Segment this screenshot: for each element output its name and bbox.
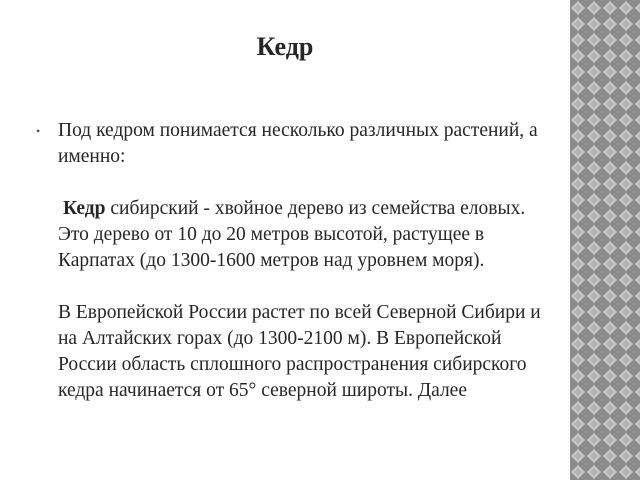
bullet-text [58,118,556,404]
distribution-paragraph: В Европейской России растет по всей Северной Сибири и на Алтайских горах (до 1300-2100 м). В Европейской России область сплошного распространения сибирского кедра начинается от 65° северной широты. Далее [58,302,541,401]
slide-body [36,118,556,480]
bullet-icon: • [36,124,41,138]
siberian-cedar-paragraph [58,196,556,274]
cedar-term: Кедр [63,198,106,219]
intro-paragraph: Под кедром понимается несколько различных растений, а именно: [58,120,538,167]
diamond-pattern-band [570,0,640,480]
siberian-cedar-text: сибирский - хвойное дерево из семейства еловых. Это дерево от 10 до 20 метров высотой, растущее в Карпатах (до 1300-1600 метров над уровнем моря). [58,198,526,271]
slide-title: Кедр [256,32,314,61]
